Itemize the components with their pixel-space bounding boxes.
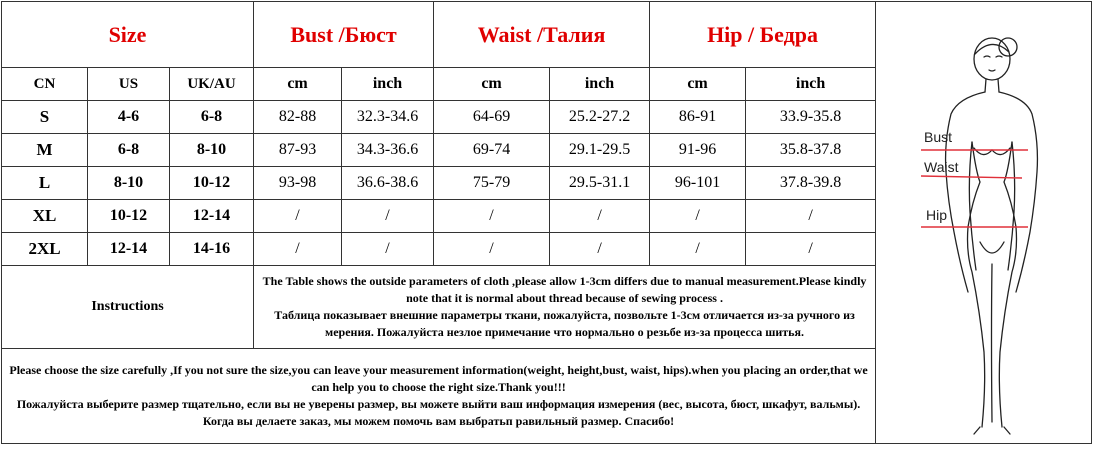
waist-label: Waist xyxy=(924,159,959,175)
body-figure-icon xyxy=(876,2,1091,443)
us-size: 6-8 xyxy=(88,134,170,167)
note-row xyxy=(2,349,876,444)
table-row xyxy=(2,200,876,233)
uk-size: 6-8 xyxy=(170,101,254,134)
waist-cm: 75-79 xyxy=(434,167,550,200)
waist-cm: 64-69 xyxy=(434,101,550,134)
us-size: 8-10 xyxy=(88,167,170,200)
table-row xyxy=(2,167,876,200)
bust-cm-header: cm xyxy=(254,68,342,101)
cn-header: CN xyxy=(2,68,88,101)
uk-au-header: UK/AU xyxy=(170,68,254,101)
uk-size: 10-12 xyxy=(170,167,254,200)
us-size: 12-14 xyxy=(88,233,170,266)
cn-size: 2XL xyxy=(2,233,88,266)
bust-cm: 93-98 xyxy=(254,167,342,200)
instructions-text xyxy=(254,266,876,349)
hip-cm: / xyxy=(650,200,746,233)
bust-cm: 82-88 xyxy=(254,101,342,134)
bust-cm: / xyxy=(254,200,342,233)
hip-cm-header: cm xyxy=(650,68,746,101)
hip-inch-header: inch xyxy=(746,68,876,101)
figure-panel xyxy=(875,1,1092,444)
bust-inch: / xyxy=(342,233,434,266)
waist-inch: 25.2-27.2 xyxy=(550,101,650,134)
instructions-label: Instructions xyxy=(2,266,254,349)
hip-header: Hip / Бедра xyxy=(650,2,876,68)
bust-label: Bust xyxy=(924,129,953,145)
hip-inch: 37.8-39.8 xyxy=(746,167,876,200)
cn-size: S xyxy=(2,101,88,134)
waist-inch: 29.5-31.1 xyxy=(550,167,650,200)
note-russian: Пожалуйста выберите размер тщательно, если вы не уверены размер, вы можете выйти ваш информация измерения (вес, высота, бюст, шкафут, вальмы). Когда вы делаете заказ, мы можем помочь вам выбратьп равильный размер. Спасибо! xyxy=(16,397,861,428)
hip-inch: / xyxy=(746,233,876,266)
us-size: 10-12 xyxy=(88,200,170,233)
hip-label: Hip xyxy=(926,207,948,223)
size-table xyxy=(1,1,876,444)
hip-cm: 86-91 xyxy=(650,101,746,134)
uk-size: 8-10 xyxy=(170,134,254,167)
hip-inch: 33.9-35.8 xyxy=(746,101,876,134)
uk-size: 12-14 xyxy=(170,200,254,233)
hip-cm: 91-96 xyxy=(650,134,746,167)
bust-inch: / xyxy=(342,200,434,233)
cn-size: XL xyxy=(2,200,88,233)
bust-inch-header: inch xyxy=(342,68,434,101)
size-note xyxy=(2,349,876,444)
table-row xyxy=(2,134,876,167)
waist-cm: / xyxy=(434,200,550,233)
waist-inch: / xyxy=(550,233,650,266)
header-row xyxy=(2,2,876,68)
bust-inch: 36.6-38.6 xyxy=(342,167,434,200)
hip-inch: / xyxy=(746,200,876,233)
cn-size: M xyxy=(2,134,88,167)
bust-cm: 87-93 xyxy=(254,134,342,167)
table-row xyxy=(2,233,876,266)
instructions-english: The Table shows the outside parameters of cloth ,please allow 1-3cm differs due to manual measurement.Please kindly note that it is normal about thread because of sewing process . xyxy=(262,274,867,305)
instructions-russian: Таблица показывает внешние параметры ткани, пожалуйста, позвольте 1-3см отличается из-за ручного из мерения. Пожалуйста незлое примечание что нормально о резьбе из-за процесса шитья. xyxy=(274,308,855,339)
instructions-row xyxy=(2,266,876,349)
waist-cm: 69-74 xyxy=(434,134,550,167)
hip-cm: / xyxy=(650,233,746,266)
subheader-row xyxy=(2,68,876,101)
us-header: US xyxy=(88,68,170,101)
cn-size: L xyxy=(2,167,88,200)
size-header: Size xyxy=(2,2,254,68)
bust-cm: / xyxy=(254,233,342,266)
uk-size: 14-16 xyxy=(170,233,254,266)
hip-inch: 35.8-37.8 xyxy=(746,134,876,167)
waist-inch: / xyxy=(550,200,650,233)
bust-inch: 34.3-36.6 xyxy=(342,134,434,167)
waist-header: Waist /Талия xyxy=(434,2,650,68)
hip-cm: 96-101 xyxy=(650,167,746,200)
waist-cm-header: cm xyxy=(434,68,550,101)
us-size: 4-6 xyxy=(88,101,170,134)
note-english: Please choose the size carefully ,If you not sure the size,you can leave your measurement information(weight, height,bust, waist, hips).when you placing an order,that we can help you to choose the right size.Thank you!!! xyxy=(9,363,868,394)
waist-cm: / xyxy=(434,233,550,266)
table-row xyxy=(2,101,876,134)
waist-inch: 29.1-29.5 xyxy=(550,134,650,167)
waist-inch-header: inch xyxy=(550,68,650,101)
bust-inch: 32.3-34.6 xyxy=(342,101,434,134)
bust-header: Bust /Бюст xyxy=(254,2,434,68)
